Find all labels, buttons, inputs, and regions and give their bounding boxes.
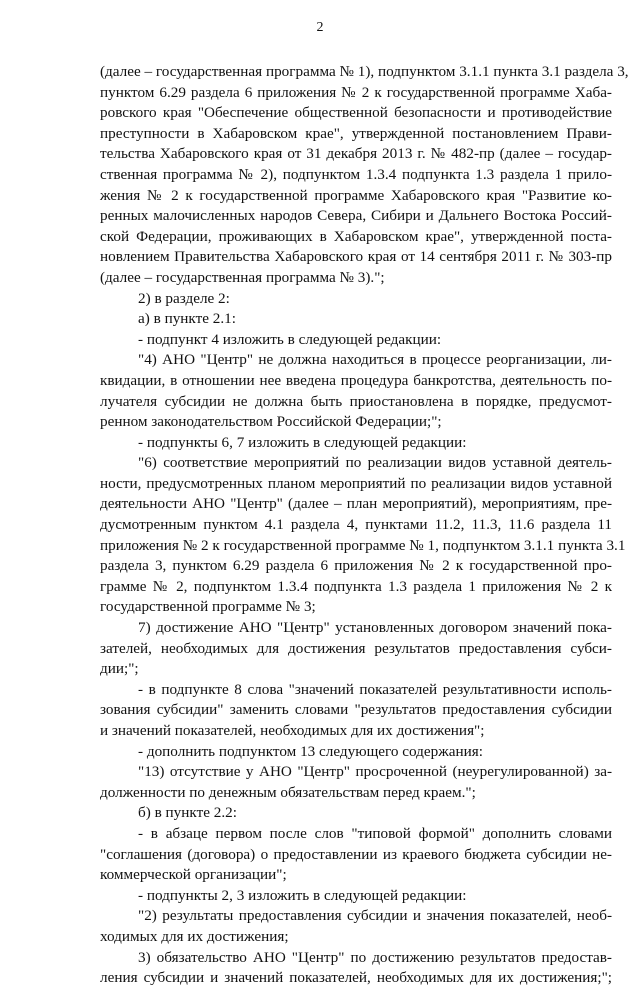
text-line: и значений показателей, необходимых для их достижения"; (100, 722, 485, 739)
text-line: ренном законодательством Российской Федерации;"; (100, 413, 442, 431)
text-line: дусмотренным пунктом 4.1 раздела 4, пунктами 11.2, 11.3, 11.6 раздела 11 (100, 516, 612, 534)
text-line: ления субсидии и значений показателей, необходимых для их достижения;"; (100, 969, 612, 987)
text-line: а) в пункте 2.1: (138, 310, 236, 328)
text-line: дии;"; (100, 660, 139, 678)
text-line: зования субсидии" заменить словами "результатов предоставления субсидии (100, 701, 612, 719)
text-line: - подпункты 2, 3 изложить в следующей редакции: (138, 886, 467, 904)
text-line: ственная программа № 2), подпунктом 1.3.4 подпункта 1.3 раздела 1 прило- (100, 165, 612, 183)
text-line: коммерческой организации"; (100, 866, 287, 884)
text-line: "13) отсутствие у АНО "Центр" просроченной (неурегулированной) за- (138, 763, 612, 781)
text-line: пунктом 6.29 раздела 6 приложения № 2 к государственной программе Хаба- (100, 83, 612, 101)
text-line: ности, предусмотренных планом мероприятий по реализации видов уставной (100, 474, 612, 492)
text-line: - в подпункте 8 слова "значений показателей результативности исполь- (138, 680, 612, 698)
text-line: ской Федерации, проживающих в Хабаровском крае", утвержденной поста- (100, 227, 612, 245)
text-line: (далее – государственная программа № 3)."; (100, 268, 385, 286)
text-line: 2) в разделе 2: (138, 289, 230, 307)
text-line: раздела 3, пунктом 6.29 раздела 6 приложения № 2 к государственной про- (100, 557, 612, 575)
text-line: 3) обязательство АНО "Центр" по достижению результатов предостав- (138, 948, 612, 966)
text-line: тельства Хабаровского края от 31 декабря 2013 г. № 482-пр (далее – государ- (100, 145, 612, 163)
text-line: "2) результаты предоставления субсидии и значения показателей, необ- (138, 907, 612, 925)
text-line: квидации, в отношении нее введена процедура банкротства, деятельность по- (100, 371, 612, 389)
text-line: (далее – государственная программа № 1), подпунктом 3.1.1 пункта 3.1 раздела 3, (100, 63, 629, 80)
text-line: преступности в Хабаровском крае", утвержденной постановлением Прави- (100, 124, 612, 142)
text-line: приложения № 2 к государственной программе № 1, подпунктом 3.1.1 пункта 3.1 (100, 536, 626, 554)
text-line: 7) достижение АНО "Центр" установленных договором значений пока- (138, 619, 612, 637)
document-body (100, 62, 629, 989)
text-line: "4) АНО "Центр" не должна находиться в процессе реорганизации, ли- (138, 351, 612, 369)
text-line: - в абзаце первом после слов "типовой формой" дополнить словами (138, 824, 612, 842)
text-line: жения № 2 к государственной программе Хабаровского края "Развитие ко- (100, 186, 612, 204)
text-line: "соглашения (договора) о предоставлении из краевого бюджета субсидии не- (100, 845, 612, 863)
text-line: ренных малочисленных народов Севера, Сибири и Дальнего Востока Россий- (100, 207, 612, 225)
text-line: ходимых для их достижения; (100, 927, 289, 945)
text-line: новлением Правительства Хабаровского края от 14 сентября 2011 г. № 303-пр (100, 248, 612, 266)
text-line: долженности по денежным обязательствам перед краем."; (100, 783, 476, 801)
text-line: деятельности АНО "Центр" (далее – план мероприятий), мероприятиям, пре- (100, 495, 612, 513)
text-line: грамме № 2, подпунктом 1.3.4 подпункта 1.3 раздела 1 приложения № 2 к (100, 577, 612, 595)
text-line: "6) соответствие мероприятий по реализации видов уставной деятель- (138, 454, 612, 472)
text-line: б) в пункте 2.2: (138, 804, 237, 822)
text-line: - подпункт 4 изложить в следующей редакции: (138, 330, 442, 348)
text-line: лучателя субсидии не должна быть приостановлена в порядке, предусмот- (100, 392, 612, 410)
page-number: 2 (316, 20, 324, 35)
text-line: ровского края "Обеспечение общественной безопасности и противодействие (100, 104, 612, 122)
text-line: государственной программе № 3; (100, 598, 316, 616)
text-line: - дополнить подпунктом 13 следующего содержания: (138, 742, 483, 760)
text-line: - подпункты 6, 7 изложить в следующей редакции: (138, 433, 467, 451)
text-line: зателей, необходимых для достижения результатов предоставления субси- (100, 639, 612, 657)
